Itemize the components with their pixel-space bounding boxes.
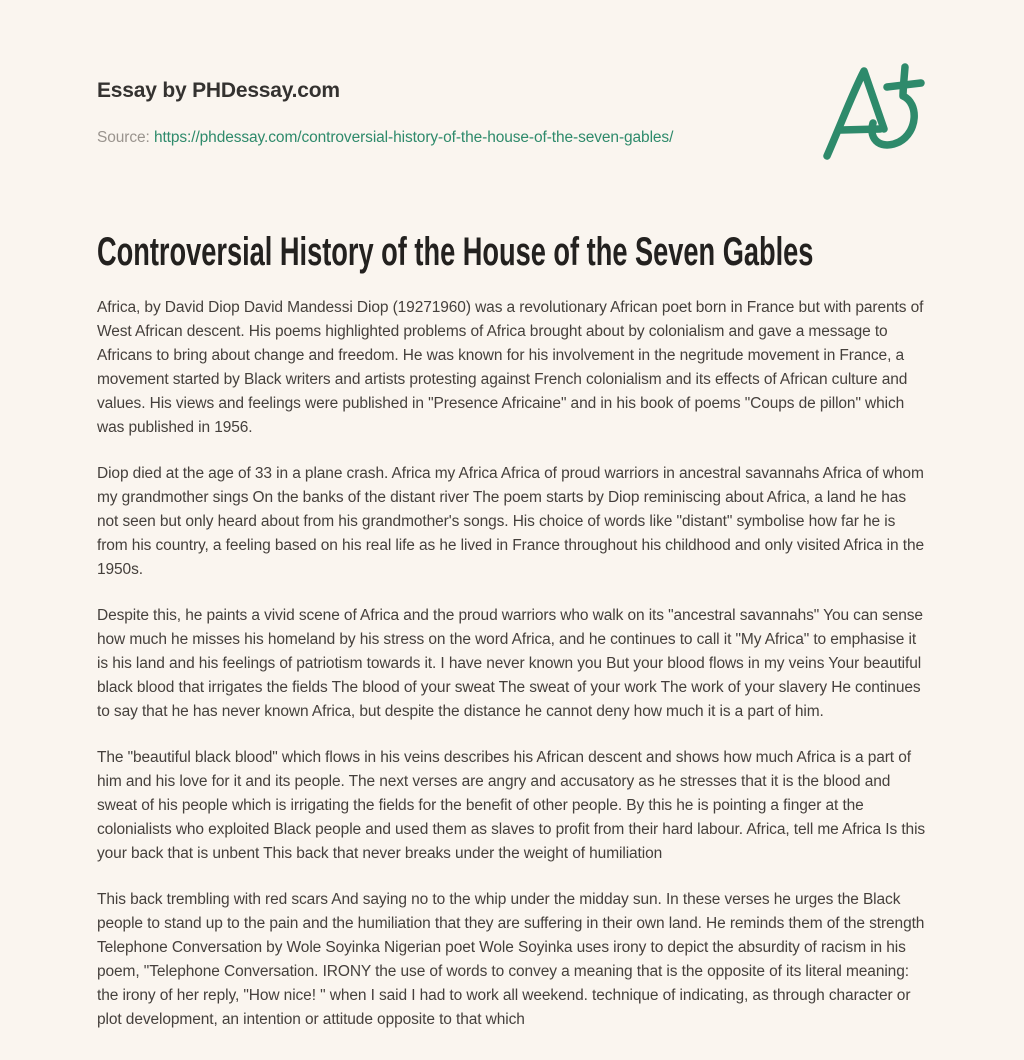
essay-paragraph: This back trembling with red scars And saying no to the whip under the midday sun. In these verses he urges the Black people to stand up to the pain and the humiliation that they are suffering in their own land. He reminds them of the strength Telephone Conversation by Wole Soyinka Nigerian poet Wole Soyinka uses irony to depict the absurdity of racism in his poem, "Telephone Conversation. IRONY the use of words to convey a meaning that is the opposite of its literal meaning: the irony of her reply, "How nice! " when I said I had to work all weekend. technique of indicating, as through character or plot development, an intention or attitude opposite to that which: [97, 891, 925, 1028]
source-line: [97, 128, 927, 148]
source-link[interactable]: https://phdessay.com/controversial-history-of-the-house-of-the-seven-gables/: [153, 129, 674, 146]
essay-paragraph: Despite this, he paints a vivid scene of Africa and the proud warriors who walk on its "ancestral savannahs" You can sense how much he misses his homeland by his stress on the word Africa, and he continues to call it "My Africa" to emphasise it is his land and his feelings of patriotism towards it. I have never known you But your blood flows in my veins Your beautiful black blood that irrigates the fields The blood of your sweat The sweat of your work The work of your slavery He continues to say that he has never known Africa, but despite the distance he cannot deny how much it is a part of him.: [97, 607, 923, 720]
essay-paragraph: Africa, by David Diop David Mandessi Diop (19271960) was a revolutionary African poet born in France but with parents of West African descent. His poems highlighted problems of Africa brought about by colonialism and gave a message to Africans to bring about change and freedom. He was known for his involvement in the negritude movement in France, a movement started by Black writers and artists protesting against French colonialism and its effects of African culture and values. His views and feelings were published in "Presence Africaine" and in his book of poems "Coups de pillon" which was published in 1956.: [97, 299, 924, 436]
phdessay-logo: [817, 60, 935, 168]
essay-paragraph: The "beautiful black blood" which flows in his veins describes his African descent and shows how much Africa is a part of him and his love for it and its people. The next verses are angry and accusatory as he stresses that it is the blood and sweat of his people which is irrigating the fields for the benefit of other people. By this he is pointing a finger at the colonialists who exploited Black people and used them as slaves to profit from their hard labour. Africa, tell me Africa Is this your back that is unbent This back that never breaks under the weight of humiliation: [97, 749, 926, 862]
essay-by-heading: Essay by PHDessay.com: [97, 79, 340, 102]
essay-content: [97, 296, 927, 1032]
page-title: Controversial History of the House of the Seven Gables: [97, 230, 814, 274]
source-label: Source:: [97, 129, 150, 146]
essay-paragraph: Diop died at the age of 33 in a plane crash. Africa my Africa Africa of proud warriors in ancestral savannahs Africa of whom my grandmother sings On the banks of the distant river The poem starts by Diop reminiscing about Africa, a land he has not seen but only heard about from his grandmother's songs. His choice of words like "distant" symbolise how far he is from his country, a feeling based on his real life as he lived in France throughout his childhood and only visited Africa in the 1950s.: [97, 465, 924, 578]
a-plus-logo-icon: [817, 60, 935, 168]
